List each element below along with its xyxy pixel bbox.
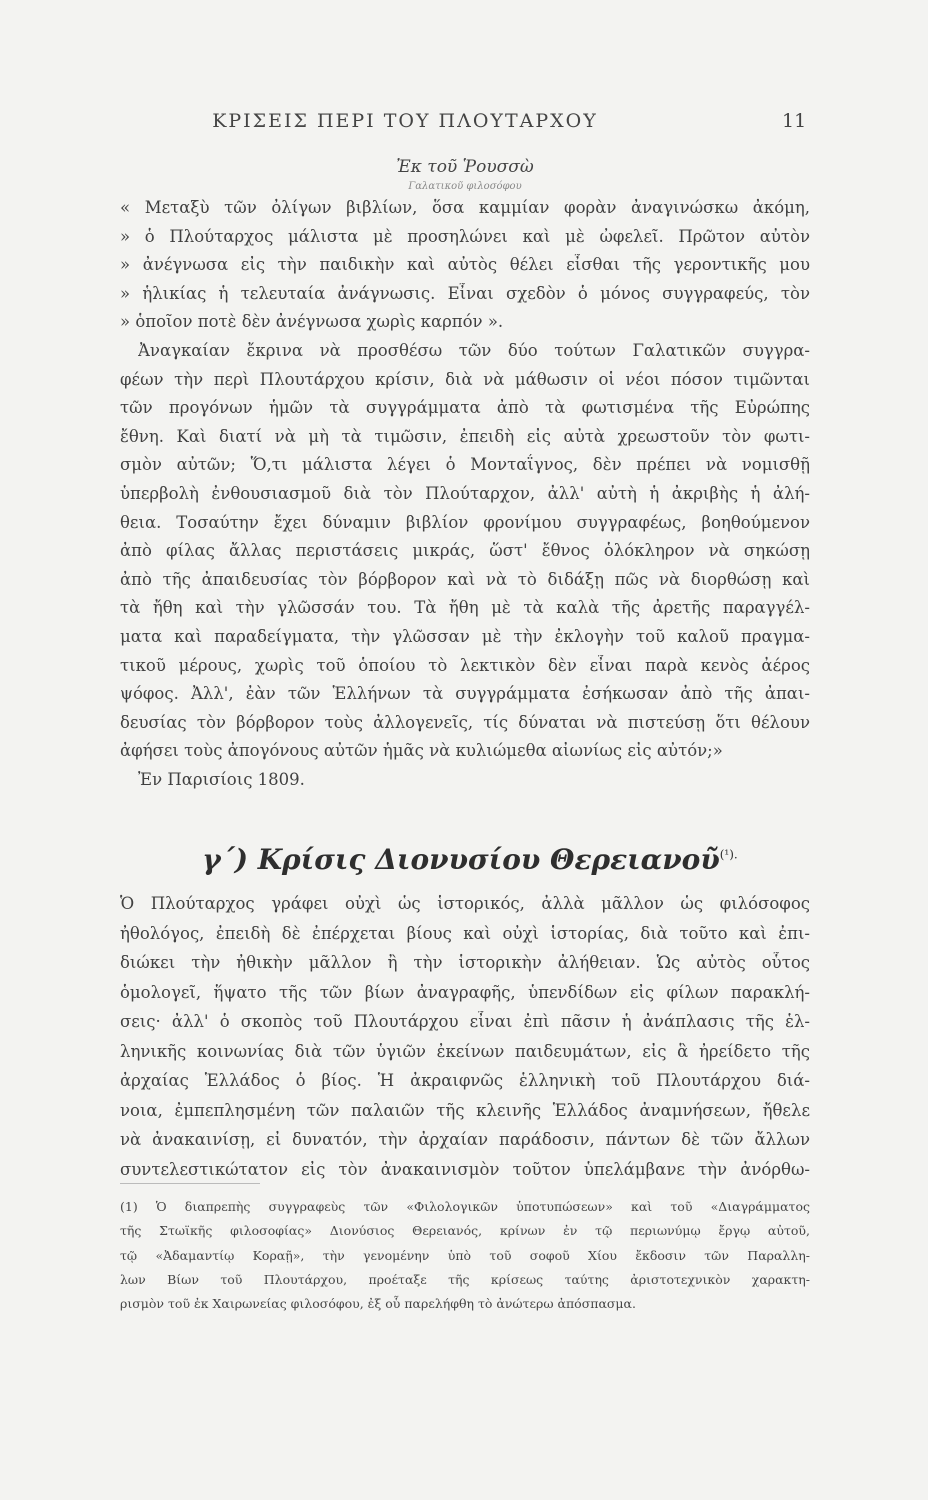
quote-text-line: Ἐν Παρισίοις 1809. — [138, 770, 305, 789]
quote-text-line: » ὁ Πλούταρχος μάλιστα μὲ προσηλώνει καὶ μὲ ὠφελεῖ. Πρῶτον αὐτὸν — [120, 226, 810, 246]
footnote-marker: (¹). — [719, 847, 738, 862]
footnote-line: τῷ «Ἀδαμαντίῳ Κοραῇ», τὴν γενομένην ὑπὸ τοῦ σοφοῦ Χίου ἔκδοσιν τῶν Παραλλη- — [120, 1247, 810, 1263]
quote-text-line: » ἡλικίας ἡ τελευταία ἀνάγνωσις. Εἶναι σχεδὸν ὁ μόνος συγγραφεύς, τὸν — [120, 283, 810, 303]
quote-text-line: τικοῦ μέρους, χωρὶς τοῦ ὁποίου τὸ λεκτικὸν δὲν εἶναι παρὰ κενὸς ἀέρος — [120, 655, 810, 675]
quote-text-line: τῶν προγόνων ἡμῶν τὰ συγγράμματα ἀπὸ τὰ φωτισμένα τῆς Εὐρώπης — [120, 398, 810, 418]
footnote-divider — [120, 1183, 260, 1184]
quote-text-line: » ὁποῖον ποτὲ δὲν ἀνέγνωσα χωρὶς καρπόν ». — [120, 312, 504, 332]
quote-text-line: ἔθνη. Καὶ διατί νὰ μὴ τὰ τιμῶσιν, ἐπειδὴ εἰς αὐτὰ χρεωστοῦν τὸν φωτι- — [120, 426, 810, 446]
quote-text-line: θεια. Τοσαύτην ἔχει δύναμιν βιβλίον φρονίμου συγγραφέως, βοηθούμενον — [120, 512, 810, 532]
footnote-line: τῆς Στωϊκῆς φιλοσοφίας» Διονύσιος Θερειανός, κρίνων ἐν τῷ περιωνύμῳ ἔργῳ αὐτοῦ, — [120, 1223, 810, 1239]
section-text-line: διώκει τὴν ἠθικὴν μᾶλλον ἢ τὴν ἱστορικὴν ἀλήθειαν. Ὡς αὐτὸς οὗτος — [120, 953, 810, 972]
quote-source-title: Ἐκ τοῦ Ῥουσσὼ — [396, 157, 534, 177]
page-number: 11 — [782, 110, 807, 132]
quote-text-line: φέων τὴν περὶ Πλουτάρχου κρίσιν, διὰ νὰ μάθωσιν οἱ νέοι πόσον τιμῶνται — [120, 369, 810, 389]
section-text-line: ἠθολόγος, ἐπειδὴ δὲ ἐπέρχεται βίους καὶ οὐχὶ ἱστορίας, διὰ τοῦτο καὶ ἐπι- — [120, 923, 810, 943]
section-text-line: ὁμολογεῖ, ἥψατο τῆς τῶν βίων ἀναγραφῆς, ὑπενδίδων εἰς φίλων παρακλή- — [120, 982, 810, 1002]
quote-text-line: ἀπὸ φίλας ἄλλας περιστάσεις μικράς, ὥστ' ἔθνος ὁλόκληρον νὰ σηκώσῃ — [120, 541, 810, 561]
section-text-line: συντελεστικώτατον εἰς τὸν ἀνακαινισμὸν τοῦτον ὑπελάμβανε τὴν ἀνόρθω- — [120, 1159, 810, 1179]
running-title: ΚΡΙΣΕΙΣ ΠΕΡΙ ΤΟΥ ΠΛΟΥΤΑΡΧΟΥ — [212, 110, 598, 132]
section-text-line: σεις· ἀλλ' ὁ σκοπὸς τοῦ Πλουτάρχου εἶναι ἐπὶ πᾶσιν ἡ ἀνάπλασις τῆς ἑλ- — [120, 1012, 810, 1031]
section-heading — [200, 843, 740, 876]
quote-text-line: ἀπὸ τῆς ἀπαιδευσίας τὸν βόρβορον καὶ νὰ τὸ διδάξῃ πῶς νὰ διορθώσῃ καὶ — [120, 569, 810, 589]
section-text-line: Ὁ Πλούταρχος γράφει οὐχὶ ὡς ἱστορικός, ἀλλὰ μᾶλλον ὡς φιλόσοφος — [120, 894, 810, 913]
quote-text-line: Ἀναγκαίαν ἔκρινα νὰ προσθέσω τῶν δύο τούτων Γαλατικῶν συγγρα- — [138, 341, 810, 360]
quote-text-line: ἀφήσει τοὺς ἀπογόνους αὐτῶν ἡμᾶς νὰ κυλιώμεθα αἰωνίως εἰς αὐτόν;» — [120, 741, 723, 761]
quote-text-line: τὰ ἤθη καὶ τὴν γλῶσσάν του. Τὰ ἤθη μὲ τὰ καλὰ τῆς ἀρετῆς παραγγέλ- — [120, 598, 810, 618]
footnote-line: (1) Ὁ διαπρεπὴς συγγραφεὺς τῶν «Φιλολογικῶν ὑποτυπώσεων» καὶ τοῦ «Διαγράμματος — [120, 1199, 810, 1214]
section-text-line: νοια, ἐμπεπλησμένη τῶν παλαιῶν τῆς κλεινῆς Ἑλλάδος ἀναμνήσεων, ἤθελε — [120, 1100, 810, 1120]
quote-text-line: « Μεταξὺ τῶν ὀλίγων βιβλίων, ὅσα καμμίαν φορὰν ἀναγινώσκω ἀκόμη, — [120, 198, 810, 217]
section-text-line: ἀρχαίας Ἑλλάδος ὁ βίος. Ἡ ἀκραιφνῶς ἑλληνικὴ τοῦ Πλουτάρχου διά- — [120, 1071, 810, 1090]
quote-text-line: ὑπερβολὴ ἐνθουσιασμοῦ διὰ τὸν Πλούταρχον, ἀλλ' αὐτὴ ἡ ἀκριβὴς ἡ ἀλή- — [120, 484, 810, 503]
section-heading-text: γ΄) Κρίσις Διονυσίου Θερειανοῦ — [202, 843, 720, 876]
footnote-line: λων Βίων τοῦ Πλουτάρχου, προέταξε τῆς κρίσεως ταύτης ἀριστοτεχνικὸν χαρακτη- — [120, 1271, 810, 1287]
section-text-line: ληνικῆς κοινωνίας διὰ τῶν ὑγιῶν ἐκείνων παιδευμάτων, εἰς ἃ ἠρείδετο τῆς — [120, 1041, 810, 1061]
quote-text-line: ψόφος. Ἀλλ', ἐὰν τῶν Ἑλλήνων τὰ συγγράμματα ἐσήκωσαν ἀπὸ τῆς ἀπαι- — [120, 684, 810, 704]
footnote-line: ρισμὸν τοῦ ἐκ Χαιρωνείας φιλοσόφου, ἐξ οὗ παρελήφθη τὸ ἀνώτερω ἀπόσπασμα. — [120, 1296, 636, 1312]
quote-source-subtitle: Γαλατικοῦ φιλοσόφου — [408, 181, 522, 192]
section-text-line: νὰ ἀνακαινίσῃ, εἰ δυνατόν, τὴν ἀρχαίαν παράδοσιν, πάντων δὲ τῶν ἄλλων — [120, 1130, 810, 1149]
quote-text-line: » ἀνέγνωσα εἰς τὴν παιδικὴν καὶ αὐτὸς θέλει εἶσθαι τῆς γεροντικῆς μου — [120, 255, 810, 275]
quote-text-line: δευσίας τὸν βόρβορον τοὺς ἀλλογενεῖς, τίς δύναται νὰ πιστεύσῃ ὅτι θέλουν — [120, 712, 810, 732]
quote-text-line: σμὸν αὐτῶν; Ὅ,τι μάλιστα λέγει ὁ Μονταΐγνος, δὲν πρέπει νὰ νομισθῇ — [120, 455, 810, 475]
quote-text-line: ματα καὶ παραδείγματα, τὴν γλῶσσαν μὲ τὴν ἐκλογὴν τοῦ καλοῦ πραγμα- — [120, 627, 810, 646]
